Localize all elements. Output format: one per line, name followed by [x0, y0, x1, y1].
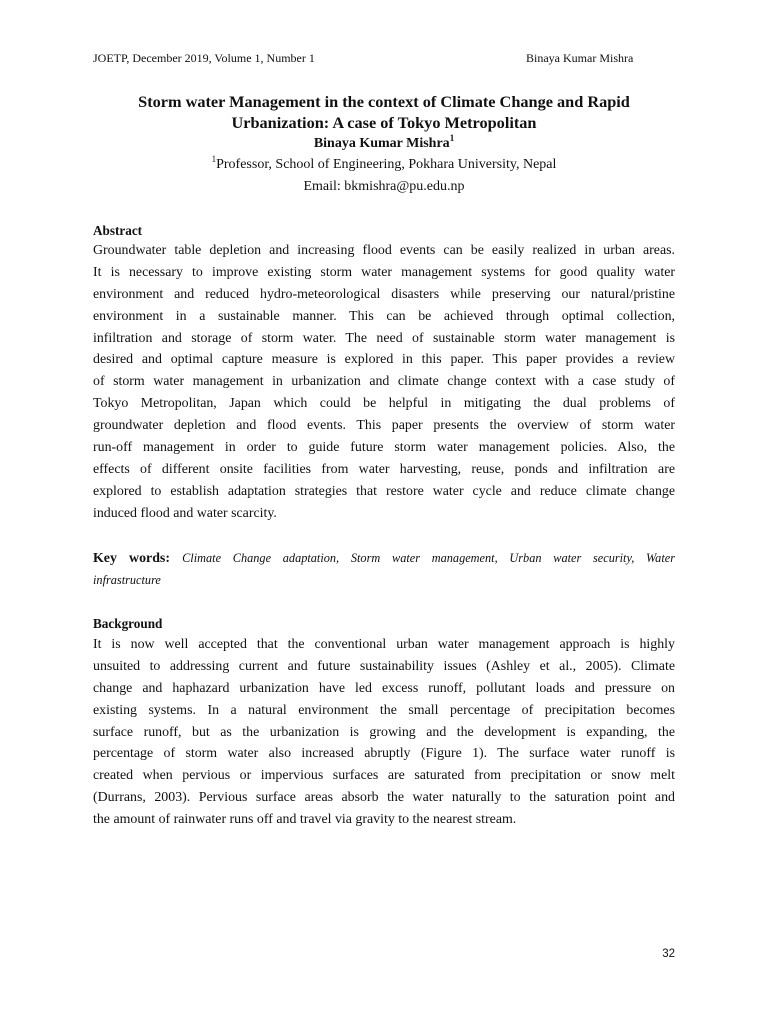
- header-journal: JOETP, December 2019, Volume 1, Number 1: [93, 51, 315, 65]
- abstract-line: environment and reduced hydro-meteorological disasters while preserving our natural/pristine: [93, 286, 675, 302]
- abstract-line: explored to establish adaptation strategies that restore water cycle and reduce climate change: [93, 483, 675, 499]
- background-heading: Background: [93, 616, 163, 631]
- keywords-line-1: [93, 548, 675, 570]
- abstract-heading: Abstract: [93, 223, 143, 238]
- abstract-line: run-off management in order to guide future storm water management policies. Also, the: [93, 440, 675, 456]
- abstract-line: groundwater depletion and flood events. This paper presents the overview of storm water: [93, 418, 675, 434]
- abstract-line: infiltration and storage of storm water. The need of sustainable storm water management is: [93, 330, 675, 346]
- abstract-line: It is necessary to improve existing storm water management systems for good quality water: [93, 264, 675, 280]
- background-line: (Durrans, 2003). Pervious surface areas absorb the water naturally to the saturation point and: [93, 790, 675, 806]
- title-line-1: Storm water Management in the context of Climate Change and Rapid: [138, 92, 630, 111]
- author-email: Email: bkmishra@pu.edu.np: [303, 179, 465, 194]
- background-line: surface runoff, but as the urbanization is growing and the development is expanding, the: [93, 724, 675, 740]
- abstract-line: of storm water management in urbanization and climate change context with a case study of: [93, 374, 675, 390]
- title-line-2: Urbanization: A case of Tokyo Metropolitan: [231, 113, 537, 132]
- abstract-line: effects of different onsite facilities from water harvesting, reuse, ponds and infiltration are: [93, 461, 675, 477]
- author-superscript: 1: [449, 133, 455, 143]
- keywords-text: Climate Change adaptation, Storm water management, Urban water security, Water: [182, 551, 675, 565]
- author-affiliation: Professor, School of Engineering, Pokhara University, Nepal: [216, 157, 557, 172]
- keywords-label: Key words:: [93, 551, 170, 566]
- background-line: percentage of storm water also increased abruptly (Figure 1). The surface water runoff is: [93, 746, 675, 762]
- background-line: the amount of rainwater runs off and travel via gravity to the nearest stream.: [93, 812, 517, 828]
- header-author: Binaya Kumar Mishra: [526, 51, 634, 65]
- abstract-line: induced flood and water scarcity.: [93, 505, 277, 521]
- abstract-line: environment in a sustainable manner. This can be achieved through optimal collection,: [93, 308, 675, 324]
- background-line: created when pervious or impervious surfaces are saturated from precipitation or snow melt: [93, 768, 675, 784]
- abstract-line: desired and optimal capture measure is explored in this paper. This paper provides a review: [93, 352, 675, 368]
- background-line: It is now well accepted that the conventional urban water management approach is highly: [93, 637, 675, 652]
- paper-title: [93, 91, 675, 133]
- background-body: [93, 634, 675, 831]
- page-number: 32: [662, 948, 675, 960]
- background-line: change and haphazard urbanization have led excess runoff, pollutant loads and pressure on: [93, 680, 675, 696]
- background-line: existing systems. In a natural environment the small percentage of precipitation becomes: [93, 702, 675, 718]
- author-affiliation-line: [93, 155, 675, 175]
- author-name: Binaya Kumar Mishra: [313, 136, 450, 151]
- affiliation-superscript: 1: [211, 154, 217, 164]
- abstract-line: Groundwater table depletion and increasing flood events can be easily realized in urban areas.: [93, 243, 675, 258]
- abstract-line: Tokyo Metropolitan, Japan which could be helpful in mitigating the dual problems of: [93, 396, 675, 412]
- keywords-block: [93, 548, 675, 592]
- author-name-line: [93, 134, 675, 154]
- keywords-line-2: infrastructure: [93, 572, 161, 587]
- background-line: unsuited to addressing current and future sustainability issues (Ashley et al., 2005). Climate: [93, 658, 675, 674]
- abstract-body: [93, 240, 675, 525]
